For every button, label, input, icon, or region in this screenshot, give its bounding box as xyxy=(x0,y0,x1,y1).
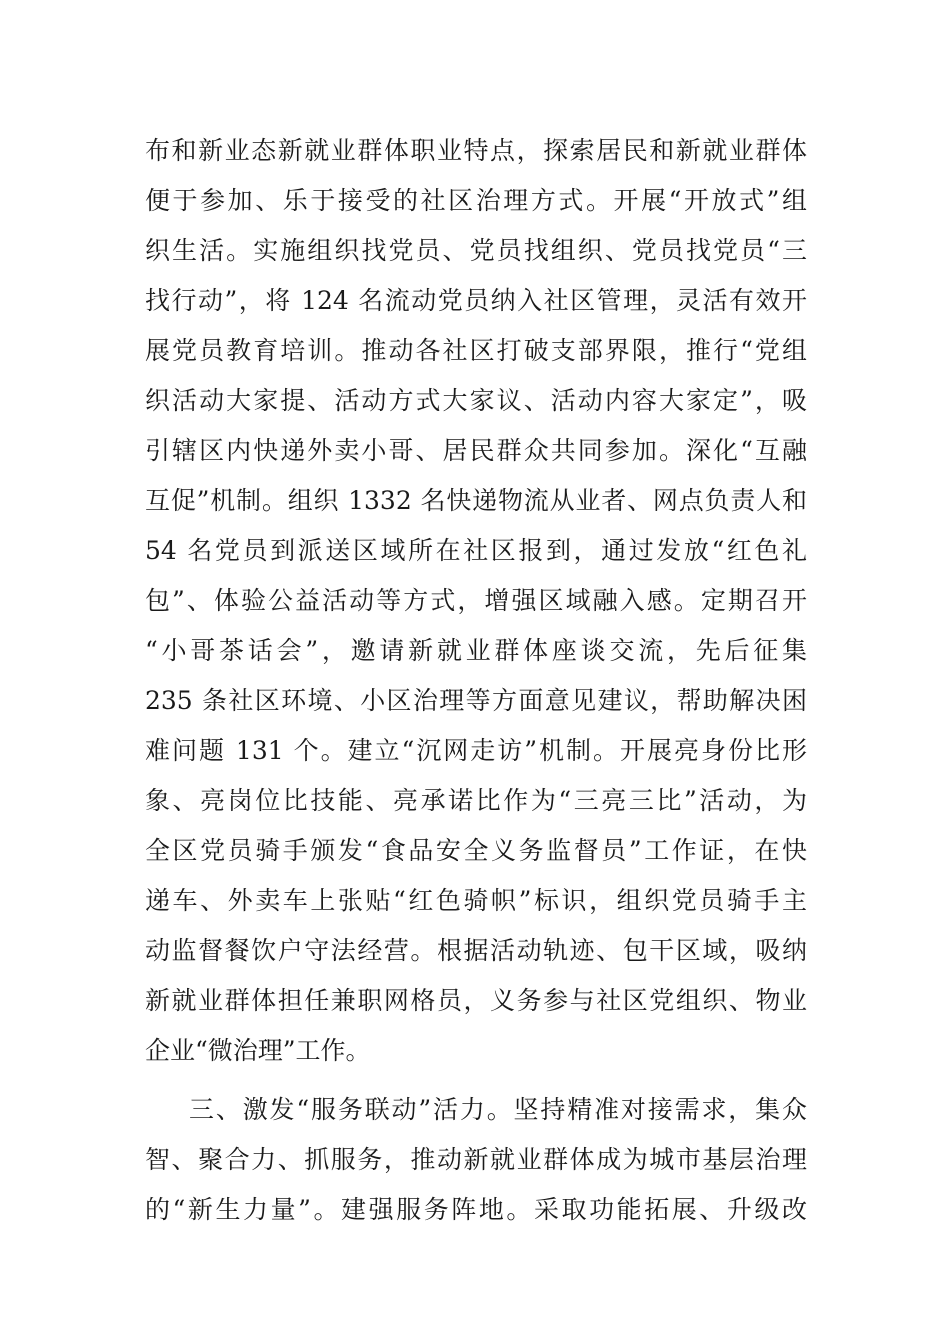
text-line: 难问题 131 个。建立“沉网走访”机制。开展亮身份比形 xyxy=(145,736,807,765)
text-line: 引辖区内快递外卖小哥、居民群众共同参加。深化“互融 xyxy=(145,436,807,465)
text-line: 智、聚合力、抓服务，推动新就业群体成为城市基层治理 xyxy=(145,1145,807,1174)
text-line: 企业“微治理”工作。 xyxy=(145,1036,371,1065)
document-body xyxy=(145,126,807,1235)
text-line: 便于参加、乐于接受的社区治理方式。开展“开放式”组 xyxy=(145,186,807,215)
text-line: 动监督餐饮户守法经营。根据活动轨迹、包干区域，吸纳 xyxy=(145,936,807,965)
text-line: “小哥茶话会”，邀请新就业群体座谈交流，先后征集 xyxy=(145,636,807,665)
text-line: 包”、体验公益活动等方式，增强区域融入感。定期召开 xyxy=(145,586,807,615)
text-line: 展党员教育培训。推动各社区打破支部界限，推行“党组 xyxy=(145,336,807,365)
section-heading-line: 三、激发“服务联动”活力。坚持精准对接需求，集众 xyxy=(189,1095,807,1124)
text-line: 54 名党员到派送区域所在社区报到，通过发放“红色礼 xyxy=(145,536,807,565)
text-line: 235 条社区环境、小区治理等方面意见建议，帮助解决困 xyxy=(145,686,807,715)
paragraph-community-governance xyxy=(145,126,807,1076)
text-line: 找行动”，将 124 名流动党员纳入社区管理，灵活有效开 xyxy=(145,286,807,315)
text-line: 全区党员骑手颁发“食品安全义务监督员”工作证，在快 xyxy=(145,836,807,865)
text-line: 织生活。实施组织找党员、党员找组织、党员找党员“三 xyxy=(145,236,807,265)
text-line: 象、亮岗位比技能、亮承诺比作为“三亮三比”活动，为 xyxy=(145,786,807,815)
paragraph-spacer xyxy=(145,1076,807,1085)
text-line: 的“新生力量”。建强服务阵地。采取功能拓展、升级改 xyxy=(145,1195,807,1224)
text-line: 新就业群体担任兼职网格员，义务参与社区党组织、物业 xyxy=(145,986,807,1015)
text-line: 互促”机制。组织 1332 名快递物流从业者、网点负责人和 xyxy=(145,486,807,515)
paragraph-service-linkage xyxy=(145,1085,807,1235)
text-line: 布和新业态新就业群体职业特点，探索居民和新就业群体 xyxy=(145,136,807,165)
text-line: 织活动大家提、活动方式大家议、活动内容大家定”，吸 xyxy=(145,386,807,415)
text-line: 递车、外卖车上张贴“红色骑帜”标识，组织党员骑手主 xyxy=(145,886,807,915)
